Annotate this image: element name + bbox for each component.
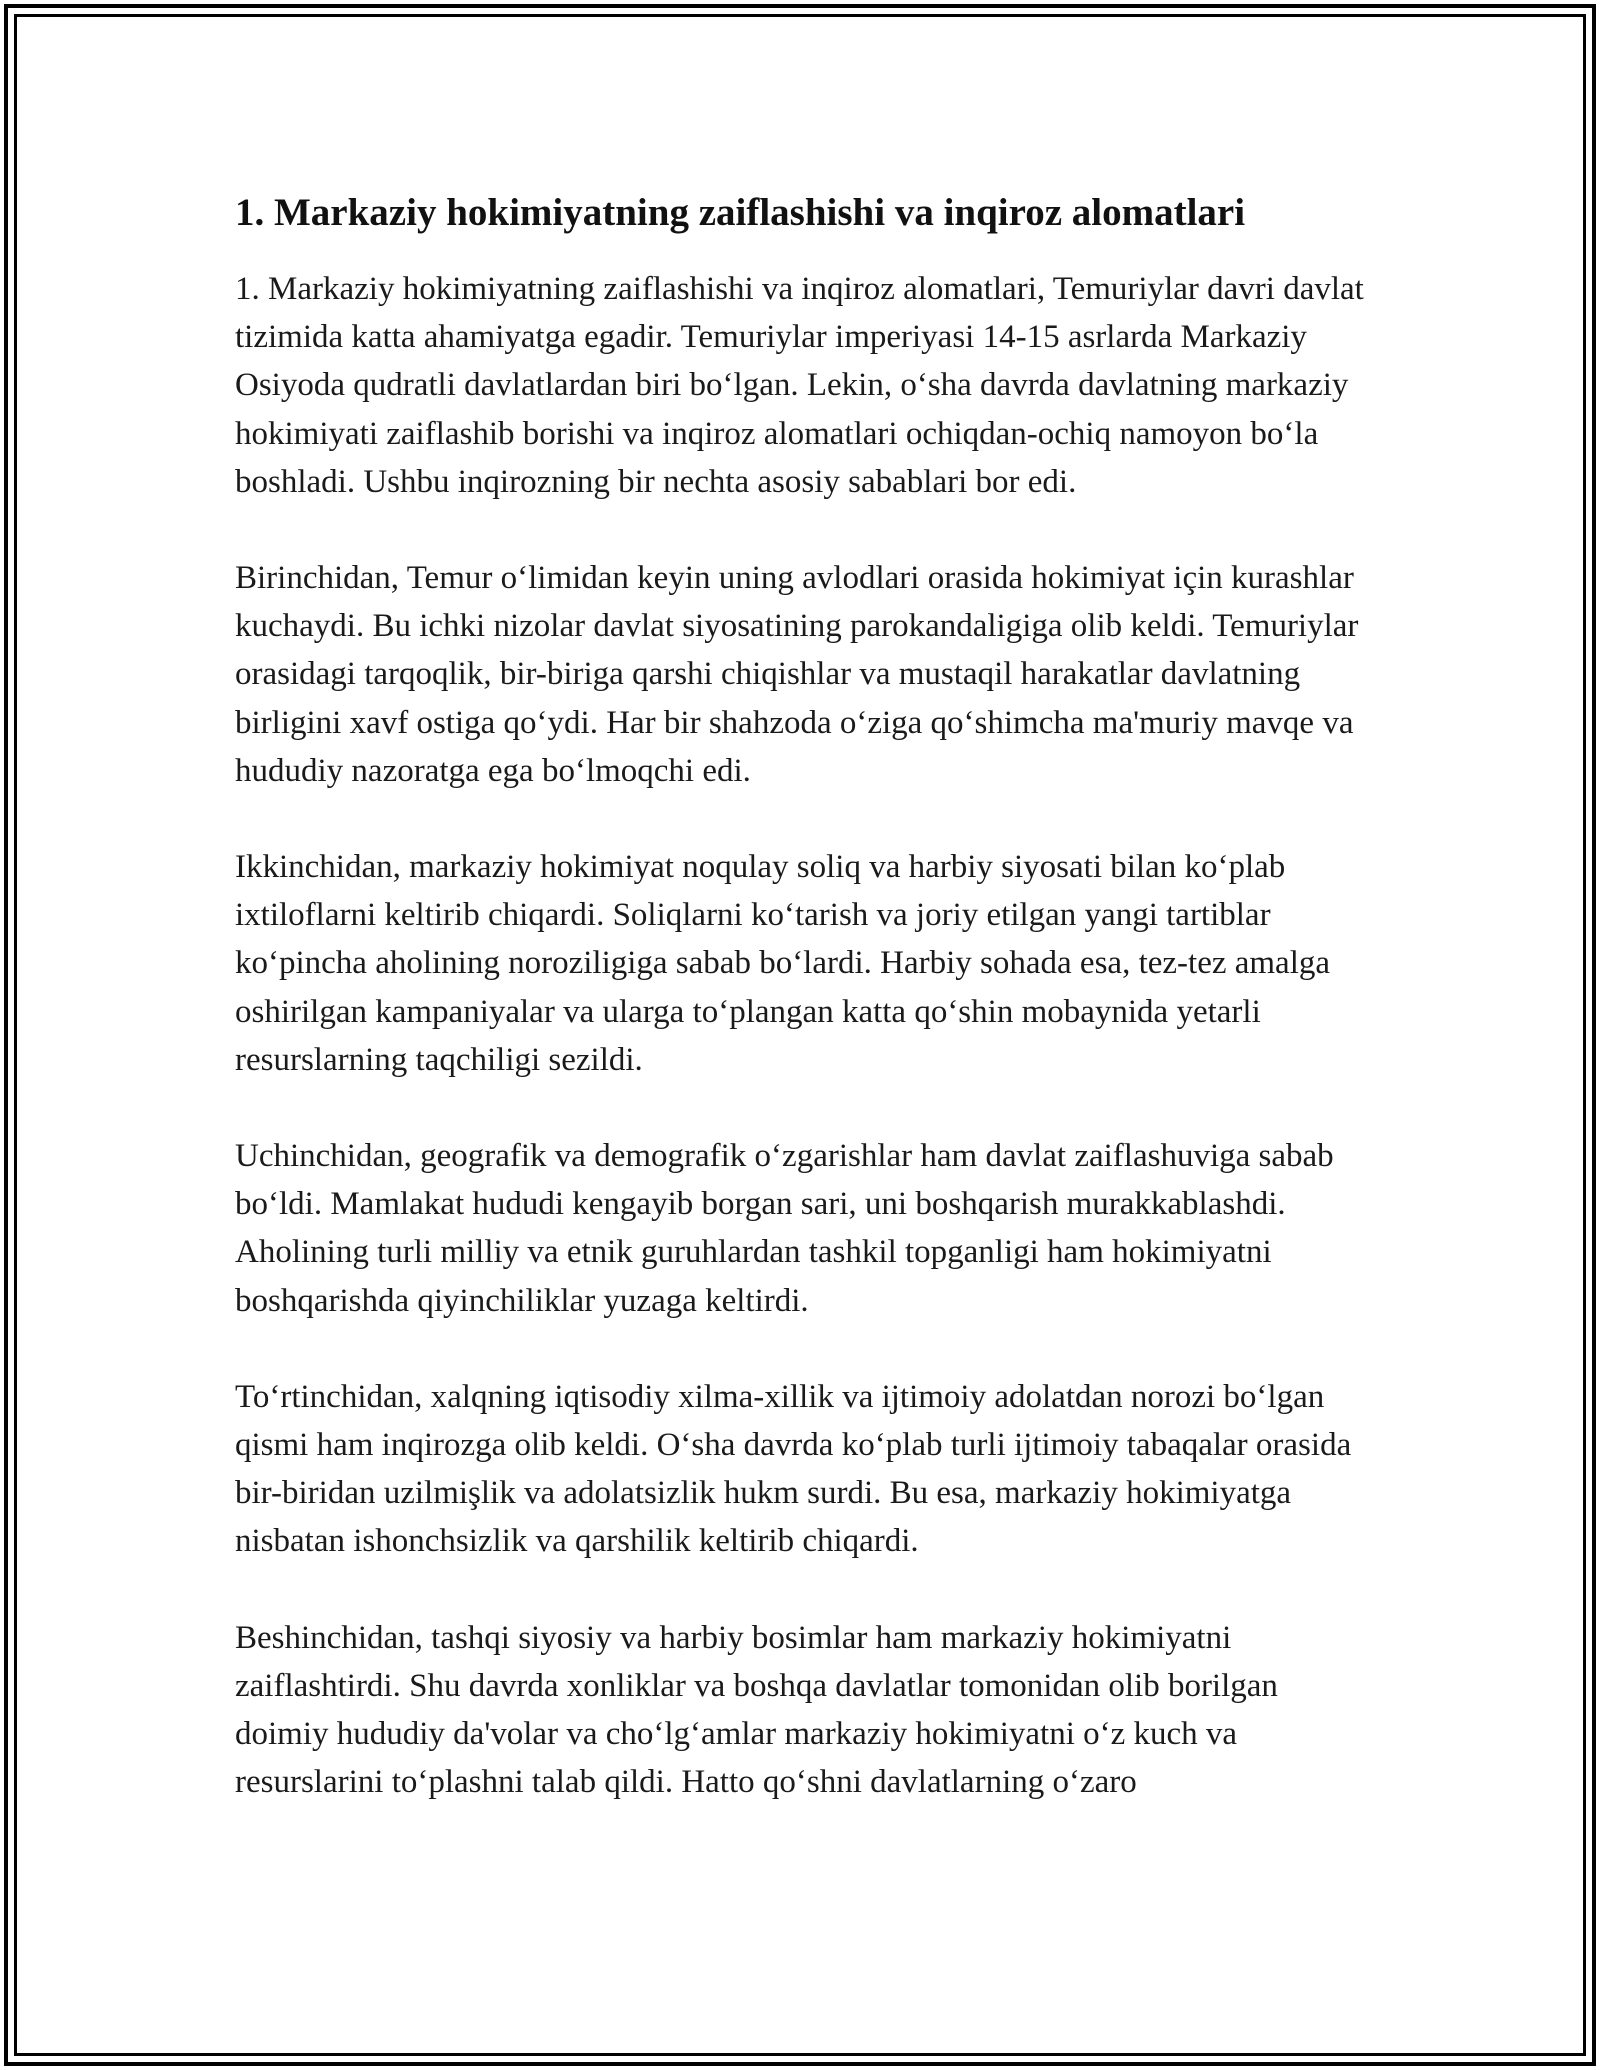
paragraph-first-reason: Birinchidan, Temur o‘limidan keyin uning avlodlari orasida hokimiyat için kurashlar kuchaydi. Bu ichki nizolar davlat siyosatining parokandaligiga olib keldi. Temuriylar orasidagi tarqoqlik, bir-biriga qarshi chiqishlar va mustaqil harakatlar davlatning birligini xavf ostiga qo‘ydi. Har bir shahzoda o‘ziga qo‘shimcha ma'muriy mavqe va hududiy nazoratga ega bo‘lmoqchi edi. [235, 560, 1359, 789]
paragraph-intro: 1. Markaziy hokimiyatning zaiflashishi va inqiroz alomatlari, Temuriylar davri davlat tizimida katta ahamiyatga egadir. Temuriylar imperiyasi 14-15 asrlarda Markaziy Osiyoda qudratli davlatlardan biri bo‘lgan. Lekin, o‘sha davrda davlatning markaziy hokimiyati zaiflashib borishi va inqiroz alomatlari ochiqdan-ochiq namoyon bo‘la boshladi. Ushbu inqirozning bir nechta asosiy sabablari bor edi. [235, 271, 1364, 500]
paragraph-second-reason: Ikkinchidan, markaziy hokimiyat noqulay soliq va harbiy siyosati bilan ko‘plab ixtiloflarni keltirib chiqardi. Soliqlarni ko‘tarish va joriy etilgan yangi tartiblar ko‘pincha aholining noroziligiga sabab bo‘lardi. Harbiy sohada esa, tez-tez amalga oshirilgan kampaniyalar va ularga to‘plangan katta qo‘shin mobaynida yetarli resurslarning taqchiligi sezildi. [235, 849, 1331, 1078]
paragraph-fourth-reason: To‘rtinchidan, xalqning iqtisodiy xilma-xillik va ijtimoiy adolatdan norozi bo‘lgan qismi ham inqirozga olib keldi. O‘sha davrda ko‘plab turli ijtimoiy tabaqalar orasida bir-biridan uzilmişlik va adolatsizlik hukm surdi. Bu esa, markaziy hokimiyatga nisbatan ishonchsizlik va qarshilik keltirib chiqardi. [235, 1378, 1352, 1560]
paragraph-fifth-reason: Beshinchidan, tashqi siyosiy va harbiy bosimlar ham markaziy hokimiyatni zaiflashtirdi. Shu davrda xonliklar va boshqa davlatlar tomonidan olib borilgan doimiy hududiy da'volar va cho‘lg‘amlar markaziy hokimiyatni o‘z kuch va resurslarini to‘plashni talab qildi. Hatto qo‘shni davlatlarning o‘zaro [235, 1619, 1278, 1801]
paragraph-third-reason: Uchinchidan, geografik va demografik o‘zgarishlar ham davlat zaiflashuviga sabab bo‘ldi. Mamlakat hududi kengayib borgan sari, uni boshqarish murakkablashdi. Aholining turli milliy va etnik guruhlardan tashkil topganligi ham hokimiyatni boshqarishda qiyinchiliklar yuzaga keltirdi. [235, 1138, 1334, 1319]
section-heading: 1. Markaziy hokimiyatning zaiflashishi va inqiroz alomatlari [235, 191, 1246, 234]
document-body [235, 185, 1375, 1854]
